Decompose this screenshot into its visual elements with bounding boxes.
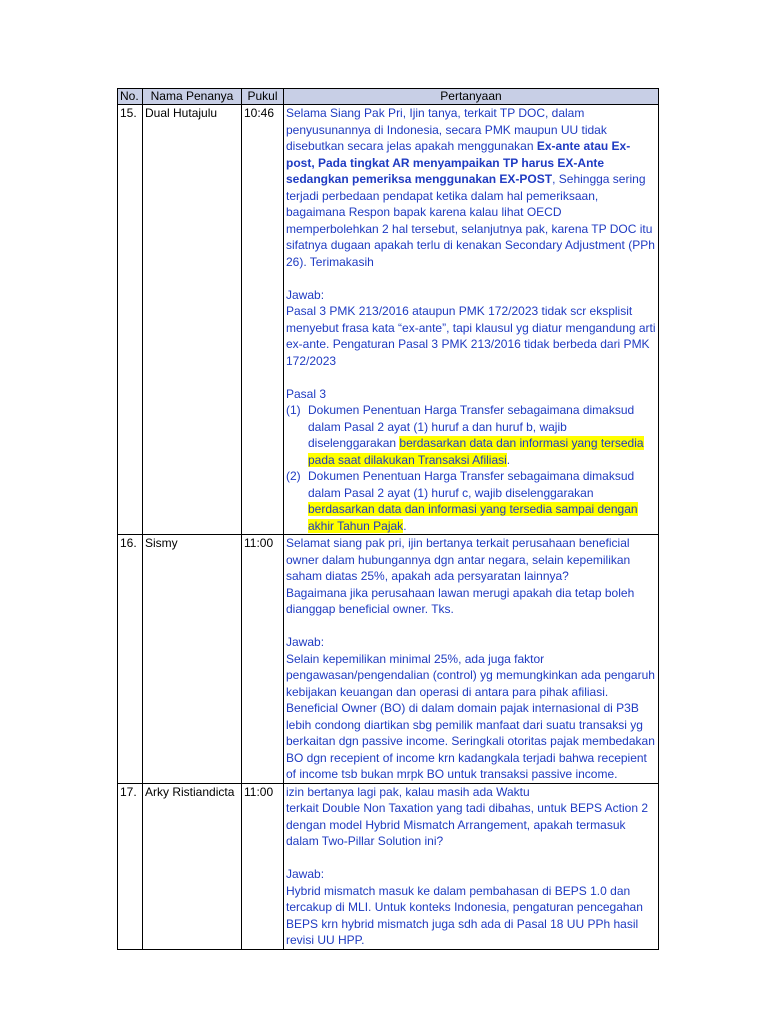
item-number: (1) bbox=[286, 403, 301, 417]
answer-text: Hybrid mismatch masuk ke dalam pembahasan di BEPS 1.0 dan tercakup di MLI. Untuk konteks Indonesia, pengaturan pencegahan BEPS krn hybrid mismatch juga sdh ada di Pasal 18 UU PPh hasil revisi UU HPP. bbox=[286, 883, 643, 947]
time-cell: 10:46 bbox=[242, 105, 284, 535]
table-row bbox=[118, 105, 659, 535]
header-time: Pukul bbox=[242, 89, 284, 105]
question-answer-cell bbox=[284, 783, 659, 949]
highlighted-text: berdasarkan data dan informasi yang tersedia sampai dengan akhir Tahun Pajak bbox=[308, 502, 638, 533]
highlighted-text: berdasarkan data dan informasi yang tersedia pada saat dilakukan Transaksi Afiliasi bbox=[308, 436, 644, 467]
table-row bbox=[118, 535, 659, 784]
row-number: 16. bbox=[118, 535, 143, 784]
question-answer-cell bbox=[284, 105, 659, 535]
pasal-list bbox=[286, 402, 656, 534]
answer-text: Selain kepemilikan minimal 25%, ada juga faktor pengawasan/pengendalian (control) yg memungkinkan ada pengaruh kebijakan keuangan dan operasi di antara para pihak afiliasi. Beneficial Owner (BO) di dalam domain pajak internasional di P3B lebih condong diartikan sbg pemilik manfaat dari suatu transaksi yg berkaitan dgn passive income. Seringkali otoritas pajak membedakan BO dgn recepient of income krn kadangkala terjadi bahwa recepient of income tsb bukan mrpk BO untuk transaksi passive income. bbox=[286, 651, 655, 781]
time-cell: 11:00 bbox=[242, 535, 284, 784]
header-question: Pertanyaan bbox=[284, 89, 659, 105]
question-text: izin bertanya lagi pak, kalau masih ada Waktu bbox=[286, 784, 530, 799]
jawab-label: Jawab: bbox=[286, 635, 325, 649]
header-name: Nama Penanya bbox=[143, 89, 242, 105]
question-answer-cell bbox=[284, 535, 659, 784]
table-header-row bbox=[118, 89, 659, 105]
time-cell: 11:00 bbox=[242, 783, 284, 949]
asker-name: Dual Hutajulu bbox=[143, 105, 242, 535]
qa-table bbox=[117, 88, 659, 950]
item-number: (2) bbox=[286, 469, 301, 483]
header-no: No. bbox=[118, 89, 143, 105]
jawab-label: Jawab: bbox=[286, 287, 325, 302]
asker-name: Arky Ristiandicta bbox=[143, 783, 242, 949]
question-text-2: terkait Double Non Taxation yang tadi dibahas, untuk BEPS Action 2 dengan model Hybrid Mismatch Arrangement, apakah termasuk dalam Two-Pillar Solution ini? bbox=[286, 801, 649, 848]
pasal-title: Pasal 3 bbox=[286, 386, 327, 401]
question-text: Selama Siang Pak Pri, Ijin tanya, terkait TP DOC, dalam penyusunannya di Indonesia, secara PMK maupun UU tidak disebutkan secara jelas apakah menggunakan Ex-ante atau Ex-post, Pada tingkat AR menyampaikan TP harus EX-Ante sedangkan pemeriksa menggunakan EX-POST, Sehingga sering terjadi perbedaan pendapat ketika dalam hal pemeriksaan, bagaimana Respon bapak karena kalau lihat OECD memperbolehkan 2 hal tersebut, selanjutnya pak, karena TP DOC itu sifatnya dugaan apakah terlu di kenakan Secondary Adjustment (PPh 26). Terimakasih bbox=[286, 106, 655, 269]
question-bold-text: Ex-ante atau Ex-post, Pada tingkat AR menyampaikan TP harus EX-Ante sedangkan pemeriksa menggunakan EX-POST bbox=[286, 139, 631, 186]
question-text: Selamat siang pak pri, ijin bertanya terkait perusahaan beneficial owner dalam hubungannya dgn antar negara, selain kepemilikan saham diatas 25%, apakah ada persyaratan lainnya? bbox=[286, 536, 631, 583]
answer-text: Pasal 3 PMK 213/2016 ataupun PMK 172/2023 tidak scr eksplisit menyebut frasa kata “ex-ante”, tapi klausul yg diatur mengandung arti ex-ante. Pengaturan Pasal 3 PMK 213/2016 tidak berbeda dari PMK 172/2023 bbox=[286, 304, 656, 368]
row-number: 17. bbox=[118, 783, 143, 949]
list-item: (2) Dokumen Penentuan Harga Transfer sebagaimana dimaksud dalam Pasal 2 ayat (1) huruf c, wajib diselenggarakan berdasarkan data dan informasi yang tersedia sampai dengan akhir Tahun Pajak. bbox=[286, 469, 638, 533]
list-item: (1) Dokumen Penentuan Harga Transfer sebagaimana dimaksud dalam Pasal 2 ayat (1) huruf a dan huruf b, wajib diselenggarakan berdasarkan data dan informasi yang tersedia pada saat dilakukan Transaksi Afiliasi. bbox=[286, 403, 644, 467]
asker-name: Sismy bbox=[143, 535, 242, 784]
row-number: 15. bbox=[118, 105, 143, 535]
jawab-label: Jawab: bbox=[286, 867, 325, 881]
table-row bbox=[118, 783, 659, 949]
question-text-2: Bagaimana jika perusahaan lawan merugi apakah dia tetap boleh dianggap beneficial owner. Tks. bbox=[286, 585, 635, 616]
